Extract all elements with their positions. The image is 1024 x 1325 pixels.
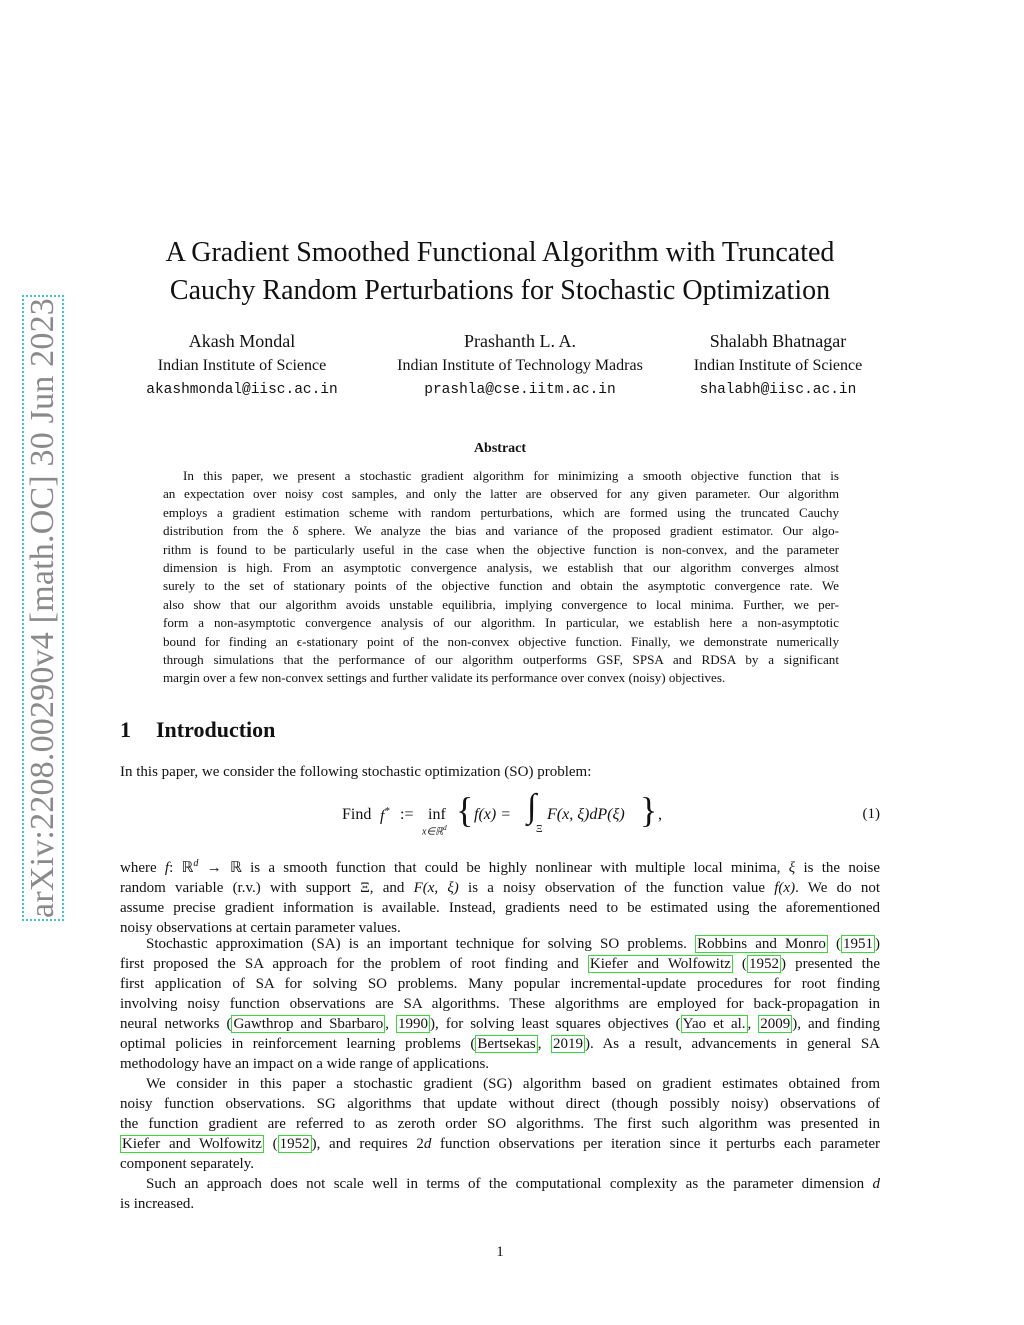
text-line: random variable (r.v.) with support Ξ, and F(x, ξ) is a noisy observation of the function value f(x). We do not <box>120 880 881 896</box>
eq-integral-subscript: Ξ <box>536 824 543 835</box>
abstract-line: also show that our algorithm avoids unstable equilibria, implying convergence to local minima. Further, we per- <box>163 596 839 612</box>
text-line: neural networks ( Gawthrop and Sbarbaro , 1990 ), for solving least squares objectives ( Yao et al. , 2009 ), and finding <box>120 1016 881 1032</box>
citation-year-link[interactable]: 2019 <box>553 1036 584 1052</box>
abstract-line: distribution from the δ sphere. We analyze the bias and variance of the proposed gradient estimator. Our algo- <box>163 523 839 539</box>
paragraph <box>120 854 880 938</box>
paragraph <box>120 1174 880 1214</box>
citation-year-link[interactable]: 1952 <box>748 956 779 972</box>
eq-comma: , <box>658 806 662 823</box>
author-affiliation: Indian Institute of Science <box>157 357 327 374</box>
abstract-line: surely to the set of stationary points of the objective function and obtain the asymptotic convergence rate. We <box>163 578 839 594</box>
eq-inf: inf <box>428 806 446 823</box>
equation-number: (1) <box>862 806 880 822</box>
author-block <box>92 329 392 401</box>
text-line: where f: ℝ$^d$ → ℝ is a smooth function that could be highly nonlinear with multiple local minima, ξ is the noise <box>120 858 880 876</box>
eq-find: Find <box>342 806 372 823</box>
eq-integrand: F(x, ξ)dP(ξ) <box>547 806 625 823</box>
text-line: In this paper, we consider the following stochastic optimization (SO) problem: <box>120 764 592 780</box>
citation-year-link[interactable]: 1951 <box>843 936 874 952</box>
text-line: first proposed the SA approach for the problem of root finding and Kiefer and Wolfowitz ( 1952 ) presented the <box>120 956 881 972</box>
author-email: akashmondal@iisc.ac.in <box>146 382 338 398</box>
eq-fx: f(x) = <box>474 806 511 823</box>
text-line: the function gradient are referred to as zeroth order SO algorithms. The first such algorithm was presented in <box>120 1116 880 1132</box>
text-line: optimal policies in reinforcement learning problems ( Bertsekas , 2019 ). As a result, advancements in general SA <box>120 1036 880 1052</box>
title-line: Cauchy Random Perturbations for Stochastic Optimization <box>169 275 831 306</box>
page-number: 1 <box>496 1244 504 1260</box>
eq-left-brace: { <box>456 790 474 830</box>
abstract-line: an expectation over noisy cost samples, and only the latter are observed for any given parameter. Our algorithm <box>163 486 839 502</box>
eq-inf-subscript: x∈ℝ$^d$ <box>422 824 447 838</box>
author-affiliation: Indian Institute of Science <box>693 357 863 374</box>
abstract-line: form a non-asymptotic convergence analysis of our algorithm. In particular, we establish here a non-asymptotic <box>163 615 839 631</box>
paragraph <box>120 1074 880 1174</box>
author-name: Prashanth L. A. <box>464 331 576 351</box>
author-block <box>370 329 670 401</box>
abstract-heading: Abstract <box>473 441 527 456</box>
section-heading <box>120 717 275 743</box>
abstract-line: bound for finding an ϵ-stationary point of the non-convex objective function. Finally, we demonstrate numerically <box>163 633 839 649</box>
author-name: Shalabh Bhatnagar <box>709 331 847 351</box>
abstract-line: In this paper, we present a stochastic gradient algorithm for minimizing a smooth objective function that is <box>183 468 839 483</box>
equation-1 <box>120 788 880 841</box>
text-line: Kiefer and Wolfowitz ( 1952 ), and requires 2d function observations per iteration since it perturbs each parameter <box>122 1136 881 1152</box>
abstract-line: dimension is high. From an asymptotic convergence analysis, we establish that our algorithm converges almost <box>163 560 839 576</box>
author-affiliation: Indian Institute of Technology Madras <box>397 357 643 374</box>
text-line: methodology have an impact on a wide range of applications. <box>120 1056 490 1072</box>
citation-link[interactable]: Yao et al. <box>682 1016 746 1032</box>
paper-title <box>120 234 880 310</box>
author-email: prashla@cse.iitm.ac.in <box>424 382 616 398</box>
text-line: is increased. <box>120 1196 195 1212</box>
text-line: first application of SA for solving SO problems. Many popular incremental-update procedures for root finding <box>120 976 880 992</box>
citation-year-link[interactable]: 1990 <box>397 1016 428 1032</box>
text-line: Such an approach does not scale well in terms of the computational complexity as the parameter dimension d <box>146 1176 880 1192</box>
abstract-line: through simulations that the performance of our algorithm outperforms GSF, SPSA and RDSA by a significant <box>163 652 839 668</box>
eq-assign: := <box>400 806 414 823</box>
text-line: We consider in this paper a stochastic gradient (SG) algorithm based on gradient estimates obtained from <box>146 1076 880 1092</box>
citation-year-link[interactable]: 1952 <box>279 1136 310 1152</box>
text-line: noisy observations at certain parameter values. <box>120 920 401 936</box>
eq-fstar: f* <box>380 806 390 825</box>
abstract-line: employs a gradient estimation scheme with random perturbations, which are formed using the truncated Cauchy <box>163 504 839 520</box>
abstract-line: rithm is found to be particularly useful in the case when the objective function is non-convex, and the parameter <box>163 541 839 557</box>
citation-link[interactable]: Kiefer and Wolfowitz <box>122 1136 262 1152</box>
intro-sentence <box>120 762 880 782</box>
paragraph <box>120 934 880 1074</box>
text-line: Stochastic approximation (SA) is an important technique for solving SO problems. Robbins and Monro ( 1951 ) <box>146 936 881 952</box>
citation-link[interactable]: Gawthrop and Sbarbaro <box>233 1016 384 1032</box>
text-line: assume precise gradient information is available. Instead, gradients need to be estimated using the aforementioned <box>120 900 880 916</box>
eq-integral: ∫ <box>527 788 537 825</box>
arxiv-identifier: arXiv:2208.00290v4 [math.OC] 30 Jun 2023 <box>24 298 61 918</box>
text-line: component separately. <box>120 1156 254 1172</box>
title-line: A Gradient Smoothed Functional Algorithm with Truncated <box>165 237 835 268</box>
section-number: 1 <box>120 717 131 742</box>
author-email: shalabh@iisc.ac.in <box>699 382 857 398</box>
citation-year-link[interactable]: 2009 <box>760 1016 791 1032</box>
abstract-body <box>163 467 839 688</box>
text-line: noisy function observations. SG algorithms that update without direct (though possibly noisy) observations of <box>120 1096 880 1112</box>
author-name: Akash Mondal <box>188 331 296 351</box>
section-title: Introduction <box>156 717 276 742</box>
citation-link[interactable]: Robbins and Monro <box>697 936 826 952</box>
eq-right-brace: } <box>640 790 658 830</box>
citation-link[interactable]: Bertsekas <box>477 1036 536 1052</box>
citation-link[interactable]: Kiefer and Wolfowitz <box>589 956 731 972</box>
text-line: involving noisy function observations are SA algorithms. These algorithms are employed for back-propagation in <box>120 996 880 1012</box>
abstract-line: margin over a few non-convex settings and further validate its performance over convex (noisy) objectives. <box>163 670 726 686</box>
author-block <box>628 329 928 401</box>
